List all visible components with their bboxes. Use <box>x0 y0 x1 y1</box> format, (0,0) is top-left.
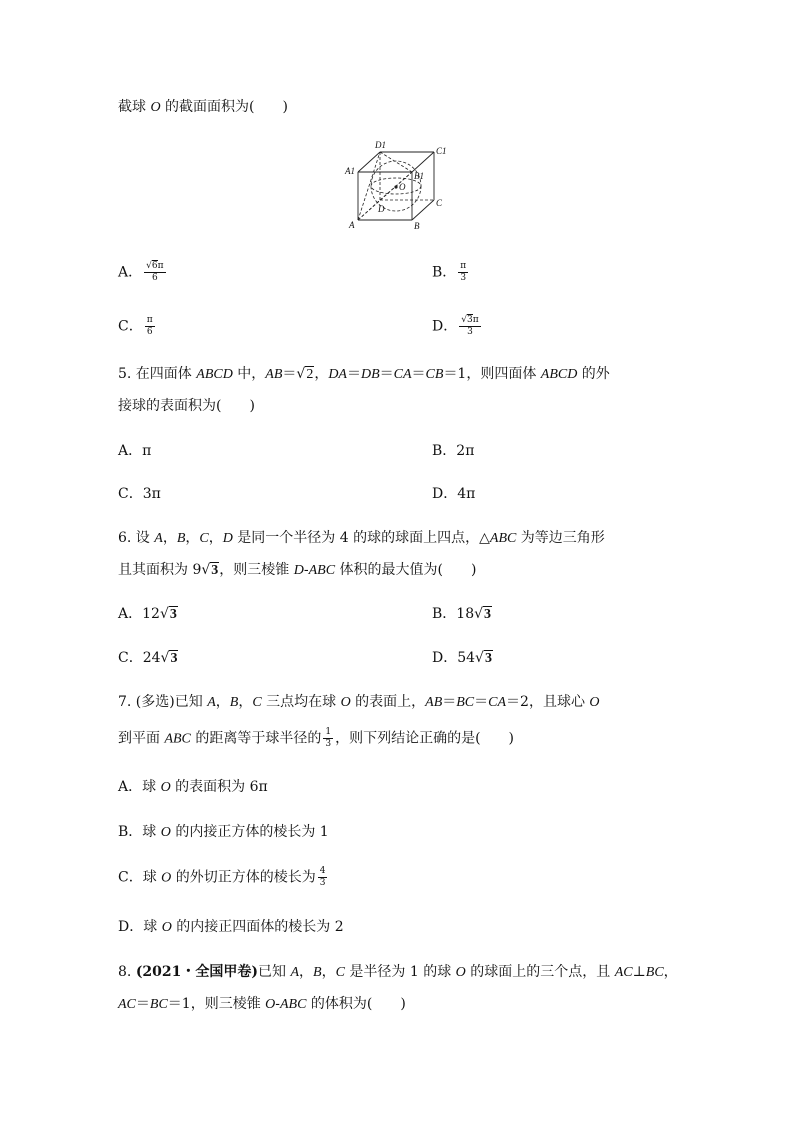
q5-option-d: D．4π <box>432 486 476 502</box>
label-B: B <box>414 221 420 231</box>
label-C1: C1 <box>436 146 447 156</box>
label-A: A <box>349 220 355 230</box>
q7-line2: 到平面 ABC 的距离等于球半径的 $\frac{1}{3}$ ，则下列结论正确的是( ) <box>118 727 515 749</box>
q7-option-c: C．球 O 的外切正方体的棱长为 $\frac{4}{3}$ <box>118 866 326 888</box>
q4-option-a: A． $\frac{√6\pi}{6}$ <box>118 261 164 283</box>
q5-option-b: B．2π <box>432 443 475 459</box>
q4-option-b: B． $\frac{\pi}{3}$ <box>432 261 467 283</box>
label-D1: D1 <box>375 140 386 150</box>
q8-source: (2021・全国甲卷) <box>135 964 259 980</box>
q5-option-c: C．3π <box>118 486 161 502</box>
q8-line2: AC＝BC＝1，则三棱锥 O-ABC 的体积为( ) <box>118 996 406 1012</box>
q6-option-a: A．12√3 <box>118 606 177 622</box>
label-D: D <box>378 204 385 214</box>
q8-line1: 8. (2021・全国甲卷)已知 A，B，C 是半径为 1 的球 O 的球面上的三个点，且 AC⊥BC， <box>118 964 678 980</box>
q6-line1: 6. 设 A，B，C，D 是同一个半径为 4 的球的球面上四点，△ABC 为等边三角形 <box>118 530 605 546</box>
label-O: O <box>399 182 406 192</box>
q6-line2: 且其面积为 9√3，则三棱锥 D-ABC 体积的最大值为( ) <box>118 562 477 578</box>
q5-line1: 5. 在四面体 ABCD 中，AB＝√2，DA＝DB＝CA＝CB＝1，则四面体 ABCD 的外 <box>118 366 610 382</box>
q6-option-c: C．24√3 <box>118 650 178 666</box>
q7-option-d: D．球 O 的内接正四面体的棱长为 2 <box>118 919 344 935</box>
q7-line1: 7. (多选)已知 A，B，C 三点均在球 O 的表面上，AB＝BC＝CA＝2，且球心 O <box>118 694 600 710</box>
q6-option-d: D．54√3 <box>432 650 492 666</box>
q4-option-c: C． $\frac{\pi}{6}$ <box>118 315 153 337</box>
label-B1: B1 <box>414 171 424 181</box>
q5-option-a: A．π <box>118 443 152 459</box>
q4-option-d: D． $\frac{√3\pi}{3}$ <box>432 315 479 337</box>
q7-option-a: A．球 O 的表面积为 6π <box>118 779 268 795</box>
q4-stem: 截球 O 的截面面积为( ) <box>118 99 288 115</box>
cube-sphere-figure <box>342 136 454 236</box>
q7-option-b: B．球 O 的内接正方体的棱长为 1 <box>118 824 329 840</box>
label-A1: A1 <box>345 166 355 176</box>
label-C: C <box>436 198 443 208</box>
q6-option-b: B．18√3 <box>432 606 492 622</box>
q5-line2: 接球的表面积为( ) <box>118 398 255 414</box>
